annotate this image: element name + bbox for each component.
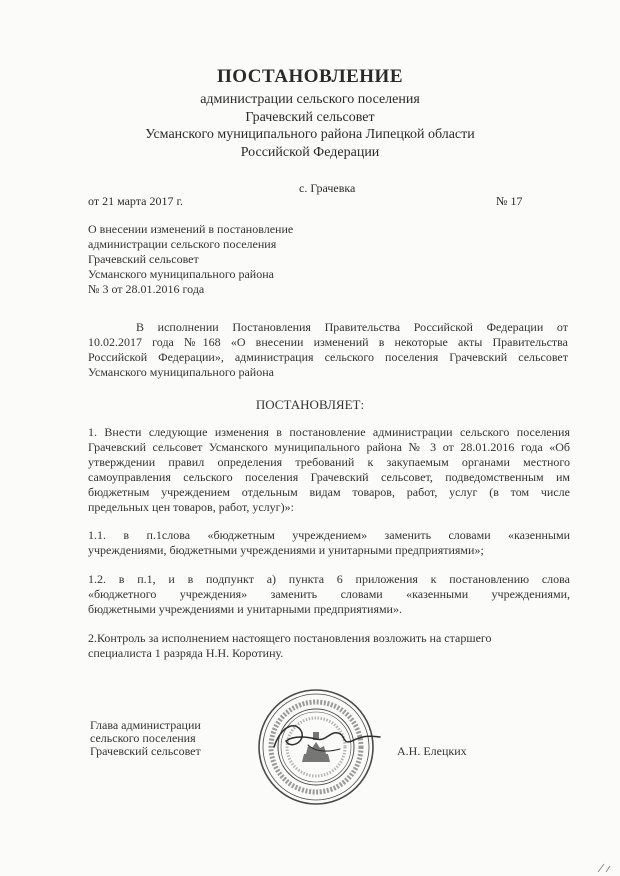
item12-line-3: бюджетными учреждениями и унитарными предприятиями». — [88, 602, 402, 616]
signatory-title-3: Грачевский сельсовет — [90, 744, 201, 758]
header-line-4: Российской Федерации — [240, 145, 380, 160]
item2-line-1: 2.Контроль за исполнением настоящего постановления возложить на старшего — [88, 631, 492, 645]
item1-line-4: самоуправления сельского поселения Грачевский сельсовет, подведомственным им — [88, 470, 570, 484]
item1-line-5: бюджетным учреждением отдельным видам товаров, работ, услуг (в том числе — [88, 485, 570, 499]
preamble-line-2: 10.02.2017 года №168 «О внесении изменений в некоторые акты Правительства — [88, 335, 568, 349]
subject-line-4: Усманского муниципального района — [88, 267, 274, 281]
item12-line-1: 1.2. в п.1, и в подпункт а) пункта 6 приложения к постановлению слова — [88, 572, 570, 586]
subject-line-1: О внесении изменений в постановление — [88, 222, 294, 236]
item1-line-1: 1. Внести следующие изменения в постановление администрации сельского поселения — [88, 425, 570, 439]
document-title: ПОСТАНОВЛЕНИЕ — [216, 66, 404, 87]
scan-artifact-icon — [596, 862, 614, 874]
preamble-line-1: В исполнении Постановления Правительства Российской Федерации от — [136, 320, 568, 334]
header-line-2: Грачевский сельсовет — [245, 110, 375, 125]
item1-line-2: Грачевский сельсовет Усманского муниципального района № 3 от 28.01.2016 года «Об — [88, 440, 570, 454]
preamble-line-3: Российской Федерации», администрация сельского поселения Грачевский сельсовет — [88, 350, 568, 364]
subject-line-2: администрации сельского поселения — [88, 237, 277, 251]
signatory-title-2: сельского поселения — [90, 731, 196, 745]
preamble-line-4: Усманского муниципального района — [88, 365, 274, 379]
item12-line-2: «бюджетного учреждения» заменить словами «казенными учреждениями, — [88, 587, 570, 601]
header-line-1: администрации сельского поселения — [200, 92, 420, 107]
handwritten-signature-icon — [268, 715, 388, 760]
header-line-3: Усманского муниципального района Липецкой области — [145, 127, 475, 142]
decree-heading: ПОСТАНОВЛЯЕТ: — [255, 397, 365, 412]
place-label: с. Грачевка — [299, 181, 356, 195]
number-label: № 17 — [496, 194, 523, 208]
subject-line-3: Грачевский сельсовет — [88, 252, 199, 266]
item11-line-1: 1.1. в п.1слова «бюджетным учреждением» заменить словами «казенными — [88, 528, 570, 542]
signatory-name: А.Н. Елецких — [397, 744, 467, 758]
signatory-title-1: Глава администрации — [90, 718, 201, 732]
item2-line-2: специалиста 1 разряда Н.Н. Коротину. — [88, 646, 284, 660]
item1-line-3: утверждении правил определения требований к закупаемым органами местного — [88, 455, 570, 469]
item1-line-6: предельных цен товаров, работ, услуг)»: — [88, 500, 294, 514]
date-label: от 21 марта 2017 г. — [88, 194, 184, 208]
subject-line-5: № 3 от 28.01.2016 года — [88, 282, 205, 296]
item11-line-2: учреждениями, бюджетными учреждениями и унитарными предприятиями»; — [88, 543, 484, 557]
